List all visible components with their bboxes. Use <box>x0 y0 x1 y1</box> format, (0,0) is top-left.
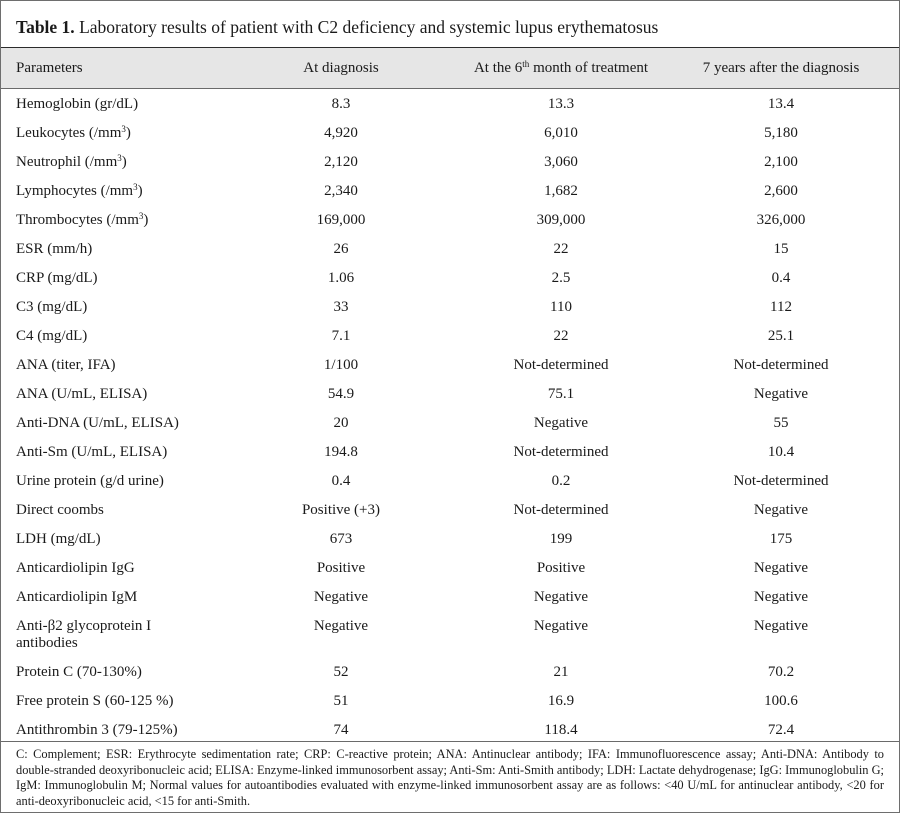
cell-seven-years: 175 <box>769 531 793 547</box>
parameter-text: Anticardiolipin IgG <box>16 560 135 576</box>
table-header <box>1 48 899 89</box>
parameter-text: Urine protein (g/d urine) <box>16 473 164 489</box>
table-footnote: C: Complement; ESR: Erythrocyte sedimentation rate; CRP: C-reactive protein; ANA: Antinuclear antibody; IFA: Immunofluorescence assay; Anti-DNA: Antibody to double-stranded deoxyribonucleic acid; ELISA: Enzyme-linked immunosorbent assay; Anti-Sm: Anti-Smith antibody; LDH: Lactate dehydrogenase; IgG: Immunoglobulin G; IgM: Immunoglobulin M; Normal values for autoantibodies evaluated with enzyme-linked immunosorbent assay are as follows: <40 U/mL for antinuclear antibody, <20 for anti-deoxyribonucleic acid, <15 for anti-Smith. <box>16 747 884 808</box>
cell-sixth-month: 118.4 <box>544 722 578 738</box>
cell-sixth-month: 22 <box>553 241 569 257</box>
cell-seven-years: Negative <box>753 560 809 576</box>
parameter-text: Antithrombin 3 (79-125%) <box>16 722 178 738</box>
cell-at-diagnosis: Negative <box>313 589 369 605</box>
parameter-superscript: 3 <box>138 211 144 221</box>
cell-seven-years: 2,100 <box>764 154 798 170</box>
cell-at-diagnosis: 169,000 <box>316 212 366 228</box>
cell-parameter <box>16 154 256 171</box>
table-row <box>1 583 899 612</box>
cell-parameter <box>16 560 256 577</box>
cell-seven-years: Negative <box>753 386 809 402</box>
cell-at-diagnosis: 4,920 <box>324 125 358 141</box>
parameter-text: Lymphocytes (/mm <box>16 183 134 199</box>
table-row <box>1 409 899 438</box>
parameter-text: Hemoglobin (gr/dL) <box>16 96 139 112</box>
header-at-diagnosis: At diagnosis <box>303 60 379 76</box>
parameter-text: ANA (U/mL, ELISA) <box>16 386 148 402</box>
cell-sixth-month: Negative <box>533 415 589 431</box>
cell-parameter <box>16 183 256 200</box>
parameter-text: ANA (titer, IFA) <box>16 357 116 373</box>
parameter-text: Direct coombs <box>16 502 104 518</box>
cell-at-diagnosis: Positive (+3) <box>301 502 381 518</box>
parameter-text: Free protein S (60-125 %) <box>16 693 174 709</box>
cell-seven-years: Negative <box>753 502 809 518</box>
cell-at-diagnosis: 33 <box>333 299 349 315</box>
cell-at-diagnosis: Positive <box>316 560 366 576</box>
cell-parameter <box>16 212 256 229</box>
cell-sixth-month: 6,010 <box>544 125 578 141</box>
table-row <box>1 687 899 716</box>
parameter-text: Neutrophil (/mm <box>16 154 118 170</box>
cell-parameter <box>16 270 256 287</box>
header-sixth-month-sup: th <box>522 59 530 69</box>
cell-sixth-month: 2.5 <box>551 270 571 286</box>
cell-seven-years: 5,180 <box>764 125 798 141</box>
cell-seven-years: Not-determined <box>733 357 829 373</box>
cell-parameter <box>16 386 256 403</box>
header-sixth-month-post: month of treatment <box>529 60 649 76</box>
cell-at-diagnosis: 194.8 <box>324 444 358 460</box>
header-sixth-month-pre: At the 6 <box>473 60 523 76</box>
table-row <box>1 525 899 554</box>
cell-seven-years: 100.6 <box>764 693 798 709</box>
cell-seven-years: Negative <box>753 618 809 634</box>
cell-at-diagnosis: Negative <box>313 618 369 634</box>
cell-at-diagnosis: 8.3 <box>331 96 351 112</box>
cell-parameter <box>16 241 256 258</box>
cell-at-diagnosis: 20 <box>333 415 349 431</box>
cell-seven-years: 15 <box>773 241 789 257</box>
cell-at-diagnosis: 2,340 <box>324 183 358 199</box>
cell-sixth-month: 16.9 <box>547 693 575 709</box>
parameter-text: Anti-β2 glycoprotein I <box>16 618 152 634</box>
bottom-rule <box>1 741 899 742</box>
parameter-text: Protein C (70-130%) <box>16 664 142 680</box>
cell-sixth-month: 75.1 <box>547 386 575 402</box>
cell-sixth-month: 21 <box>553 664 569 680</box>
table-row <box>1 658 899 687</box>
table-row <box>1 293 899 322</box>
table-row <box>1 438 899 467</box>
cell-at-diagnosis: 1/100 <box>323 357 359 373</box>
cell-parameter <box>16 589 256 606</box>
cell-at-diagnosis: 51 <box>333 693 349 709</box>
table-caption <box>16 16 658 38</box>
table-row <box>1 467 899 496</box>
cell-parameter <box>16 444 256 461</box>
cell-at-diagnosis: 74 <box>333 722 349 738</box>
cell-at-diagnosis: 52 <box>333 664 349 680</box>
cell-seven-years: Negative <box>753 589 809 605</box>
table-title: Laboratory results of patient with C2 deficiency and systemic lupus erythematosus <box>79 17 659 37</box>
cell-parameter <box>16 664 256 681</box>
parameter-text: Thrombocytes (/mm <box>16 212 139 228</box>
cell-sixth-month: 3,060 <box>544 154 578 170</box>
cell-seven-years: 112 <box>770 299 792 315</box>
parameter-text: Anti-DNA (U/mL, ELISA) <box>16 415 179 431</box>
parameter-superscript: 3 <box>133 182 138 192</box>
cell-sixth-month: Negative <box>533 589 589 605</box>
table-row <box>1 554 899 583</box>
cell-seven-years: 13.4 <box>767 96 795 112</box>
parameter-text-end: ) <box>143 212 149 228</box>
cell-at-diagnosis: 54.9 <box>327 386 355 402</box>
cell-parameter <box>16 357 256 374</box>
cell-seven-years: 25.1 <box>767 328 795 344</box>
table-label: Table 1. <box>16 17 75 37</box>
cell-seven-years: 70.2 <box>767 664 795 680</box>
cell-sixth-month: 0.2 <box>551 473 571 489</box>
cell-sixth-month: 199 <box>549 531 573 547</box>
cell-sixth-month: 309,000 <box>536 212 586 228</box>
parameter-text: LDH (mg/dL) <box>16 531 101 547</box>
cell-parameter <box>16 502 256 519</box>
cell-parameter <box>16 328 256 345</box>
cell-parameter <box>16 415 256 432</box>
cell-at-diagnosis: 7.1 <box>331 328 351 344</box>
cell-sixth-month: 110 <box>550 299 572 315</box>
parameter-superscript: 3 <box>117 153 122 163</box>
cell-sixth-month: 13.3 <box>547 96 575 112</box>
cell-parameter <box>16 473 256 490</box>
cell-seven-years: 55 <box>773 415 789 431</box>
table-row <box>1 235 899 264</box>
cell-at-diagnosis: 0.4 <box>331 473 351 489</box>
cell-at-diagnosis: 1.06 <box>327 270 355 286</box>
cell-parameter <box>16 722 256 739</box>
parameter-text: CRP (mg/dL) <box>16 270 98 286</box>
table-row <box>1 206 899 235</box>
cell-sixth-month: 1,682 <box>544 183 578 199</box>
cell-seven-years: Not-determined <box>733 473 829 489</box>
parameter-superscript: 3 <box>121 124 126 134</box>
table-row <box>1 496 899 525</box>
cell-at-diagnosis: 26 <box>333 241 349 257</box>
parameter-text: C3 (mg/dL) <box>16 299 88 315</box>
header-sixth-month <box>461 48 661 88</box>
parameter-text: Anti-Sm (U/mL, ELISA) <box>16 444 168 460</box>
cell-parameter <box>16 531 256 548</box>
cell-sixth-month: Negative <box>533 618 589 634</box>
table-row <box>1 177 899 206</box>
header-seven-years: 7 years after the diagnosis <box>702 60 860 76</box>
cell-parameter <box>16 693 256 710</box>
table-row <box>1 380 899 409</box>
parameter-text: C4 (mg/dL) <box>16 328 88 344</box>
cell-sixth-month: Not-determined <box>513 502 609 518</box>
cell-parameter <box>16 299 256 316</box>
cell-seven-years: 2,600 <box>764 183 798 199</box>
parameter-text: Anticardiolipin IgM <box>16 589 138 605</box>
cell-seven-years: 326,000 <box>756 212 806 228</box>
parameter-text-end: ) <box>121 154 127 170</box>
table-row <box>1 264 899 293</box>
header-parameters: Parameters <box>16 60 83 76</box>
cell-sixth-month: 22 <box>553 328 569 344</box>
table-row <box>1 90 899 119</box>
parameter-text-end: ) <box>137 183 143 199</box>
parameter-text: ESR (mm/h) <box>16 241 93 257</box>
table-row <box>1 612 899 658</box>
cell-at-diagnosis: 673 <box>329 531 353 547</box>
parameter-text: Leukocytes (/mm <box>16 125 122 141</box>
cell-parameter <box>16 96 256 113</box>
cell-sixth-month: Not-determined <box>513 444 609 460</box>
parameter-text-end: ) <box>125 125 131 141</box>
cell-sixth-month: Not-determined <box>513 357 609 373</box>
cell-sixth-month: Positive <box>536 560 586 576</box>
cell-parameter <box>16 618 256 652</box>
cell-seven-years: 10.4 <box>767 444 795 460</box>
table-row <box>1 322 899 351</box>
cell-parameter <box>16 125 256 142</box>
cell-seven-years: 72.4 <box>767 722 795 738</box>
table-row <box>1 119 899 148</box>
cell-at-diagnosis: 2,120 <box>324 154 358 170</box>
table-row <box>1 148 899 177</box>
parameter-text-line2: antibodies <box>16 635 78 651</box>
table-row <box>1 351 899 380</box>
cell-seven-years: 0.4 <box>771 270 791 286</box>
